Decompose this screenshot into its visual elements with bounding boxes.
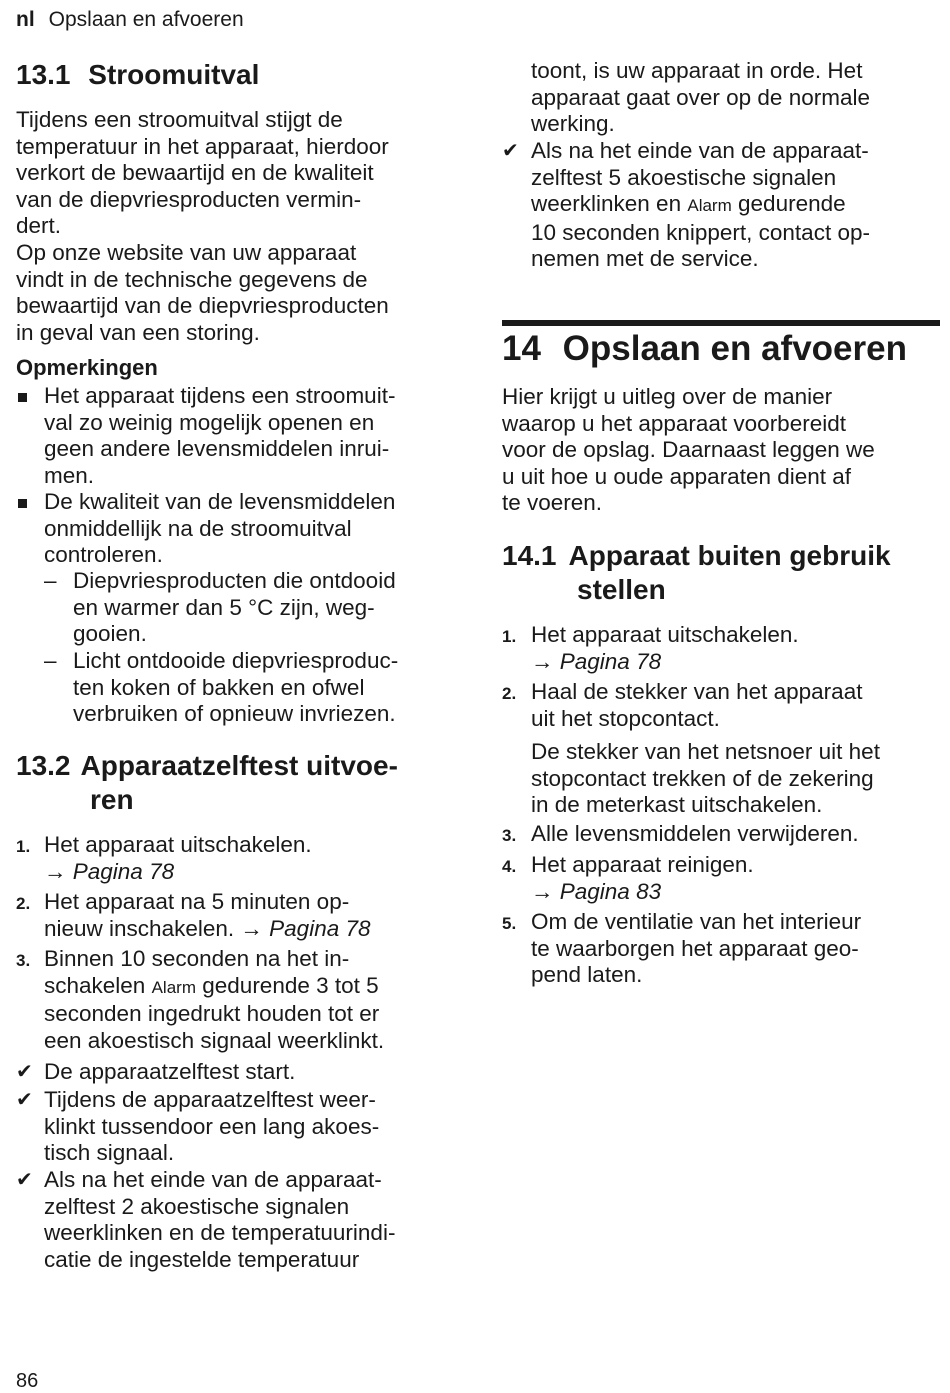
notes-heading: Opmerkingen	[16, 355, 158, 380]
selftest-step-3	[16, 946, 461, 1054]
power-outage-paragraph-2	[16, 240, 461, 346]
section-title: Stroomuitval	[88, 59, 260, 90]
arrow-right-icon: →	[531, 878, 554, 904]
text-line: een akoestisch signaal weerklinkt.	[44, 1027, 385, 1053]
text-line: nieuw inschakelen.	[44, 915, 235, 941]
step-number: 2.	[16, 894, 31, 913]
text-line: weerklinken en	[531, 191, 682, 217]
text-line: Hier krijgt u uitleg over de manier	[502, 384, 833, 409]
text-line: onmiddellijk na de stroomuitval	[44, 515, 352, 541]
text-line: verkort de bewaartijd en de kwaliteit	[16, 160, 374, 186]
text-line: apparaat gaat over op de normale	[531, 84, 870, 110]
arrow-right-icon: →	[531, 648, 554, 674]
text-line: zelftest 2 akoestische signalen	[44, 1193, 350, 1219]
section-title-line-1: Apparaatzelftest uitvoe-	[80, 750, 398, 781]
page-reference-link[interactable]: Pagina 78	[559, 648, 662, 674]
text-line: Het apparaat tijdens een stroomuit-	[44, 383, 396, 408]
text-line: voor de opslag. Daarnaast leggen we	[502, 437, 875, 463]
dash-bullet-icon: –	[44, 648, 57, 673]
text-line: Haal de stekker van het apparaat	[531, 679, 863, 704]
text-line: u uit hoe u oude apparaten dient af	[502, 463, 852, 489]
text-line: pend laten.	[531, 962, 643, 988]
square-bullet-icon	[18, 499, 27, 508]
chapter-intro	[502, 384, 942, 517]
power-outage-paragraph-1	[16, 107, 461, 240]
text-line: werking.	[531, 111, 615, 137]
text-line: stopcontact trekken of de zekering	[531, 765, 874, 791]
text-line: Het apparaat reinigen.	[531, 852, 754, 877]
text-line: val zo weinig mogelijk openen en	[44, 409, 375, 435]
section-title-line-1: Apparaat buiten gebruik	[568, 540, 891, 571]
text-line: Het apparaat uitschakelen.	[531, 622, 799, 647]
text-line: gooien.	[73, 621, 147, 647]
text-line: in geval van een storing.	[16, 319, 260, 345]
page-reference-link[interactable]: Pagina 83	[559, 878, 662, 904]
section-number: 14.1	[502, 540, 557, 571]
text-line: Op onze website van uw apparaat	[16, 240, 357, 265]
step-number: 5.	[502, 914, 517, 933]
text-line: gedurende	[738, 191, 846, 217]
section-title-line-2: stellen	[577, 574, 666, 605]
text-line: controleren.	[44, 542, 163, 568]
note-bullet-2	[16, 489, 461, 569]
text-line: waarop u het apparaat voorbereidt	[502, 410, 846, 436]
storage-step-3	[502, 821, 942, 848]
text-line: Om de ventilatie van het interieur	[531, 909, 862, 934]
language-code: nl	[16, 8, 35, 31]
text-line: De stekker van het netsnoer uit het	[531, 739, 880, 764]
alarm-button-label: Alarm	[151, 977, 196, 997]
text-line: en warmer dan 5 °C zijn, weg-	[73, 594, 375, 620]
text-line: te voeren.	[502, 490, 603, 516]
text-line: schakelen	[44, 972, 146, 998]
text-line: weerklinken en de temperatuurindi-	[44, 1220, 396, 1246]
text-line: verbruiken of opnieuw invriezen.	[73, 701, 396, 727]
step-number: 3.	[16, 951, 31, 970]
text-line: Binnen 10 seconden na het in-	[44, 946, 350, 971]
section-number: 13.1	[16, 59, 71, 90]
text-line: uit het stopcontact.	[531, 705, 720, 731]
text-line: dert.	[16, 213, 62, 239]
storage-step-1	[502, 622, 942, 675]
text-line: vindt in de technische gegevens de	[16, 266, 368, 292]
text-line: catie de ingestelde temperatuur	[44, 1246, 360, 1272]
checkmark-icon: ✔	[16, 1169, 33, 1191]
text-line: 10 seconden knippert, contact op-	[531, 219, 870, 245]
chapter-divider	[502, 320, 940, 326]
continued-paragraph	[531, 58, 943, 138]
dash-bullet-icon: –	[44, 568, 57, 593]
checkmark-icon: ✔	[502, 140, 519, 162]
selftest-step-1	[16, 832, 461, 885]
text-line: Het apparaat na 5 minuten op-	[44, 889, 350, 914]
text-line: seconden ingedrukt houden tot er	[44, 1001, 380, 1027]
result-check-2	[16, 1087, 461, 1167]
text-line: van de diepvriesproducten vermin-	[16, 186, 362, 212]
step-number: 2.	[502, 684, 517, 703]
alarm-button-label: Alarm	[687, 196, 732, 216]
dash-item-1	[44, 568, 459, 648]
text-line: Diepvriesproducten die ontdooid	[73, 568, 396, 593]
text-line: bewaartijd van de diepvriesproducten	[16, 293, 389, 319]
selftest-step-2	[16, 889, 461, 942]
text-line: Tijdens een stroomuitval stijgt de	[16, 107, 343, 132]
step-number: 1.	[502, 627, 517, 646]
text-line: De kwaliteit van de levensmiddelen	[44, 489, 396, 514]
text-line: geen andere levensmiddelen inrui-	[44, 436, 390, 462]
text-line: Het apparaat uitschakelen.	[44, 832, 312, 857]
result-check-3	[16, 1167, 461, 1273]
text-line: te waarborgen het apparaat geo-	[531, 935, 859, 961]
result-check-1	[16, 1059, 461, 1086]
result-check-4	[502, 138, 942, 273]
text-line: zelftest 5 akoestische signalen	[531, 164, 837, 190]
chapter-number: 14	[502, 329, 541, 368]
text-line: Als na het einde van de apparaat-	[44, 1167, 382, 1192]
text-line: tisch signaal.	[44, 1140, 175, 1166]
section-title-line-2: ren	[90, 784, 134, 815]
page-reference-link[interactable]: Pagina 78	[269, 915, 371, 941]
section-14-1-heading	[502, 539, 942, 607]
text-line: men.	[44, 462, 95, 488]
storage-step-4	[502, 852, 942, 905]
text-line: Licht ontdooide diepvriesproduc-	[73, 648, 399, 673]
square-bullet-icon	[18, 393, 27, 402]
running-header-title: Opslaan en afvoeren	[48, 8, 244, 31]
running-header	[16, 8, 244, 32]
arrow-right-icon: →	[44, 858, 67, 884]
text-line: De apparaatzelftest start.	[44, 1059, 296, 1084]
text-line: klinkt tussendoor een lang akoes-	[44, 1113, 380, 1139]
checkmark-icon: ✔	[16, 1061, 33, 1083]
page-reference-link[interactable]: Pagina 78	[72, 858, 175, 884]
section-13-2-heading	[16, 749, 461, 817]
page-number: 86	[16, 1370, 39, 1392]
text-line: ten koken of bakken en ofwel	[73, 674, 365, 700]
section-13-1-heading	[16, 58, 259, 92]
storage-step-2	[502, 679, 942, 732]
text-line: Als na het einde van de apparaat-	[531, 138, 869, 163]
section-number: 13.2	[16, 750, 71, 781]
chapter-14-heading	[502, 329, 942, 369]
step-number: 4.	[502, 857, 517, 876]
chapter-title: Opslaan en afvoeren	[562, 329, 907, 368]
text-line: gedurende 3 tot 5	[202, 972, 379, 998]
step-number: 1.	[16, 837, 31, 856]
arrow-right-icon: →	[240, 915, 263, 941]
note-bullet-1	[16, 383, 461, 489]
step-number: 3.	[502, 826, 517, 845]
storage-step-5	[502, 909, 942, 989]
storage-step-2-note	[531, 739, 943, 819]
text-line: Alle levensmiddelen verwijderen.	[531, 821, 859, 846]
text-line: nemen met de service.	[531, 246, 759, 272]
text-line: toont, is uw apparaat in orde. Het	[531, 58, 863, 83]
dash-item-2	[44, 648, 459, 728]
text-line: temperatuur in het apparaat, hierdoor	[16, 133, 389, 159]
checkmark-icon: ✔	[16, 1089, 33, 1111]
text-line: Tijdens de apparaatzelftest weer-	[44, 1087, 376, 1112]
text-line: in de meterkast uitschakelen.	[531, 792, 823, 818]
